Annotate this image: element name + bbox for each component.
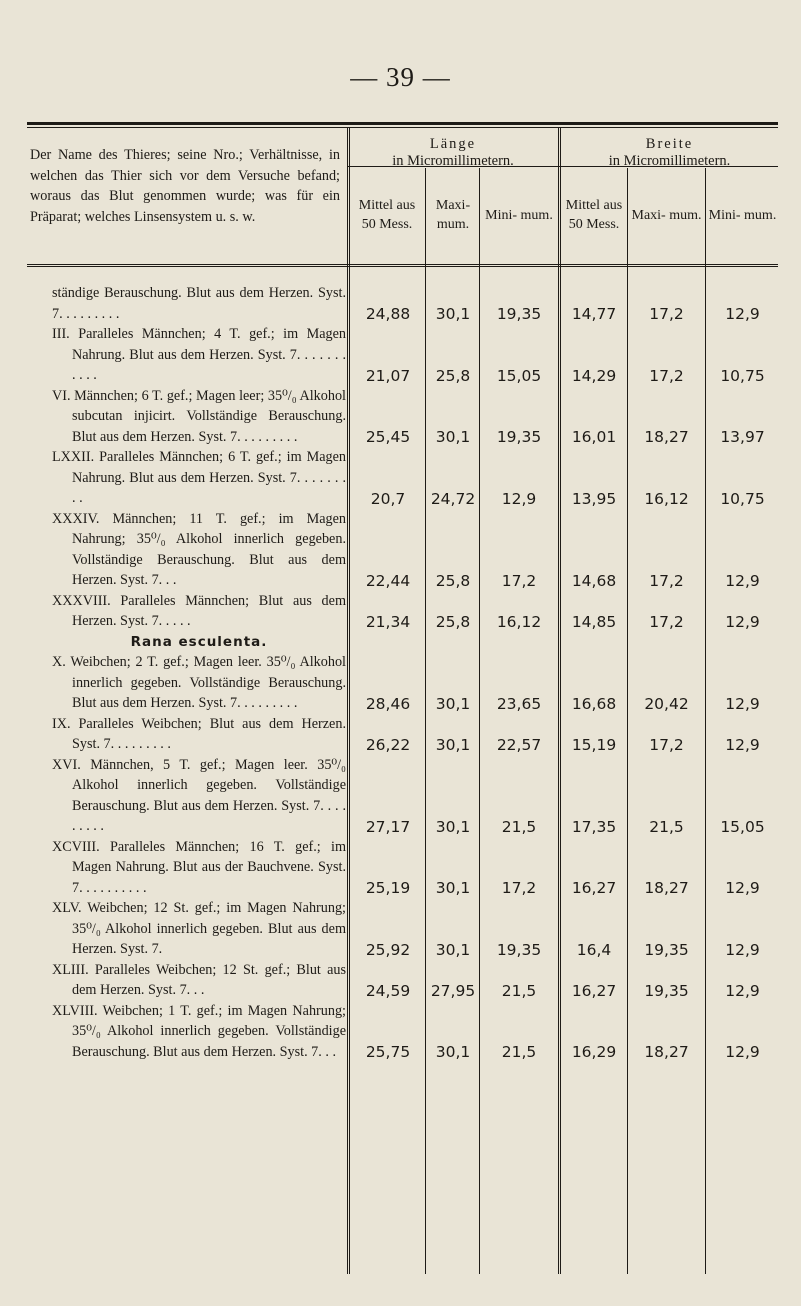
- table-top-rule-thin: [27, 127, 778, 128]
- length-min-header: Mini- mum.: [485, 207, 553, 223]
- width-max-cell: 17,2: [649, 366, 684, 385]
- species-heading: Rana esculenta.: [130, 633, 268, 650]
- width-mean-cell: 17,35: [571, 817, 617, 836]
- length-min-cell: 21,5: [501, 981, 537, 1000]
- row-values: [0, 981, 801, 1001]
- width-min-cell: 12,9: [725, 305, 760, 323]
- length-mean-cell: 25,19: [365, 879, 411, 897]
- row-description: XXXIV. Männchen; 11 T. gef.; im Magen Nahrung; 35⁰/₀ Alkohol innerlich gegeben. Vollständige Berauschung. Blut aus dem Herzen. Syst. 7. . .: [52, 510, 346, 588]
- row-values: [0, 940, 801, 960]
- width-mean-cell: 14,85: [571, 612, 617, 631]
- width-min-cell: 12,9: [725, 571, 760, 590]
- length-min-cell: 23,65: [496, 694, 542, 713]
- row-values: [0, 304, 801, 324]
- width-mean-cell: 13,95: [571, 489, 617, 508]
- length-max-cell: 30,1: [435, 1043, 471, 1061]
- row-values: [0, 735, 801, 755]
- length-min-cell: 19,35: [496, 305, 542, 323]
- table-row: [0, 324, 801, 386]
- length-subtitle: in Micromillimetern.: [392, 153, 514, 169]
- length-mean-cell: 28,46: [365, 694, 411, 713]
- length-mean-cell: 20,7: [370, 489, 406, 508]
- width-mean-cell: 16,29: [571, 1043, 617, 1061]
- width-subtitle: in Micromillimetern.: [608, 153, 731, 169]
- width-min-cell: 12,9: [725, 694, 760, 713]
- width-min-cell: 12,9: [725, 879, 760, 897]
- width-max-cell: 17,2: [649, 305, 684, 323]
- length-mean-header: Mittel aus 50 Mess.: [358, 198, 416, 232]
- length-mean-cell: 22,44: [365, 571, 411, 590]
- width-min-cell: 12,9: [725, 981, 760, 1000]
- row-values: [0, 612, 801, 632]
- row-description: X. Weibchen; 2 T. gef.; Magen leer. 35⁰/₀ Alkohol innerlich gegeben. Vollständige Berauschung. Blut aus dem Herzen. Syst. 7. . . . . . . . .: [52, 654, 346, 711]
- length-min-cell: 17,2: [501, 879, 537, 897]
- page-number: — 39 —: [350, 62, 451, 92]
- row-values: [0, 1042, 801, 1062]
- length-min-cell: 19,35: [496, 428, 542, 446]
- row-values: [0, 366, 801, 386]
- table-top-rule: [27, 122, 778, 125]
- table-row: [0, 386, 801, 448]
- length-max-cell: 30,1: [435, 879, 471, 897]
- length-mean-cell: 25,92: [365, 940, 411, 959]
- row-values: [0, 427, 801, 447]
- length-title: Länge: [429, 136, 477, 152]
- width-mean-header: Mittel aus 50 Mess.: [565, 198, 623, 232]
- name-column-header: Der Name des Thieres; seine Nro.; Verhältnisse, in welchen das Thier sich vor dem Versuche befand; woraus das Blut genommen wurde; was für ein Präparat; welches Linsensystem u. s. w.: [30, 147, 340, 225]
- table-row: [0, 960, 801, 1001]
- width-mean-cell: 16,4: [576, 940, 612, 959]
- length-max-cell: 25,8: [435, 366, 471, 385]
- length-min-cell: 17,2: [501, 571, 537, 590]
- length-mean-cell: 21,07: [365, 366, 411, 385]
- table-row: [0, 509, 801, 591]
- row-description: XLIII. Paralleles Weibchen; 12 St. gef.; Blut aus dem Herzen. Syst. 7. . .: [52, 961, 346, 998]
- width-max-cell: 18,27: [644, 879, 689, 897]
- length-mean-cell: 26,22: [365, 735, 411, 754]
- width-max-cell: 18,27: [644, 428, 689, 446]
- width-group-header: [561, 136, 778, 170]
- width-max-cell: 16,12: [644, 489, 689, 508]
- width-max-cell: 21,5: [649, 817, 684, 836]
- header-bottom-rule: [27, 264, 778, 267]
- row-description: ständige Berauschung. Blut aus dem Herzen. Syst. 7. . . . . . . . .: [52, 285, 346, 322]
- width-mean-cell: 16,27: [571, 879, 617, 897]
- width-mean-cell: 14,77: [571, 305, 617, 323]
- width-max-cell: 17,2: [649, 571, 684, 590]
- table-row: [0, 652, 801, 714]
- width-title: Breite: [645, 136, 694, 152]
- width-min-cell: 10,75: [720, 366, 765, 385]
- length-max-cell: 24,72: [430, 489, 476, 508]
- table-row: [0, 755, 801, 837]
- table-row: [0, 283, 801, 324]
- row-description: XVI. Männchen, 5 T. gef.; Magen leer. 35⁰/₀ Alkohol innerlich gegeben. Vollständige Berauschung. Blut aus dem Herzen. Syst. 7. . . . . . . . .: [52, 756, 346, 834]
- width-max-cell: 17,2: [649, 735, 684, 754]
- length-mean-cell: 25,45: [365, 428, 411, 446]
- width-min-cell: 12,9: [725, 612, 760, 631]
- width-min-cell: 13,97: [720, 428, 765, 446]
- width-mean-cell: 16,68: [571, 694, 617, 713]
- width-mean-cell: 14,68: [571, 571, 617, 590]
- length-group-header: [349, 136, 557, 170]
- row-description: III. Paralleles Männchen; 4 T. gef.; im Magen Nahrung. Blut aus dem Herzen. Syst. 7. . . . . . . . . . .: [52, 326, 346, 383]
- row-values: [0, 878, 801, 898]
- width-max-cell: 19,35: [644, 981, 689, 1000]
- table-row: [0, 447, 801, 509]
- length-max-cell: 25,8: [435, 571, 471, 590]
- table-row: [0, 898, 801, 960]
- width-min-header: Mini- mum.: [708, 207, 777, 223]
- table-body: [0, 283, 801, 1062]
- length-mean-cell: 25,75: [365, 1043, 411, 1061]
- length-min-cell: 19,35: [496, 940, 542, 959]
- row-values: [0, 571, 801, 591]
- row-values: [0, 817, 801, 837]
- row-description: IX. Paralleles Weibchen; Blut aus dem Herzen. Syst. 7. . . . . . . . .: [52, 715, 346, 752]
- row-description: XLVIII. Weibchen; 1 T. gef.; im Magen Nahrung; 35⁰/₀ Alkohol innerlich gegeben. Vollständige Berauschung. Blut aus dem Herzen. Syst. 7. . .: [52, 1002, 346, 1060]
- width-max-cell: 19,35: [644, 940, 689, 959]
- table-row: [0, 591, 801, 632]
- table-row: [0, 714, 801, 755]
- length-max-cell: 30,1: [435, 305, 471, 323]
- length-max-cell: 30,1: [435, 735, 471, 754]
- length-max-cell: 30,1: [435, 817, 471, 836]
- length-mean-cell: 24,59: [365, 981, 411, 1000]
- length-max-cell: 30,1: [435, 428, 471, 446]
- length-min-cell: 16,12: [496, 612, 542, 631]
- length-max-cell: 25,8: [435, 612, 471, 631]
- row-description: XXXVIII. Paralleles Männchen; Blut aus dem Herzen. Syst. 7. . . . .: [52, 592, 346, 629]
- length-max-cell: 30,1: [435, 940, 471, 959]
- width-min-cell: 12,9: [725, 940, 760, 959]
- width-max-cell: 18,27: [644, 1043, 689, 1061]
- width-min-cell: 10,75: [720, 489, 765, 508]
- width-mean-cell: 16,01: [571, 428, 617, 446]
- row-values: [0, 694, 801, 714]
- row-description: XLV. Weibchen; 12 St. gef.; im Magen Nahrung; 35⁰/₀ Alkohol innerlich gegeben. Blut aus dem Herzen. Syst. 7.: [52, 900, 346, 957]
- row-description: XCVIII. Paralleles Männchen; 16 T. gef.; im Magen Nahrung. Blut aus der Bauchvene. Syst. 7. . . . . . . . . .: [52, 838, 346, 896]
- width-max-header: Maxi- mum.: [631, 207, 702, 223]
- table-row: [0, 1001, 801, 1063]
- length-max-cell: 30,1: [435, 694, 471, 713]
- row-description: VI. Männchen; 6 T. gef.; Magen leer; 35⁰/₀ Alkohol subcutan injicirt. Vollständige Berauschung. Blut aus dem Herzen. Syst. 7. . . . . . . . .: [52, 387, 346, 445]
- length-min-cell: 15,05: [496, 366, 542, 385]
- length-mean-cell: 24,88: [365, 305, 411, 323]
- length-min-cell: 22,57: [496, 735, 542, 754]
- width-mean-cell: 14,29: [571, 366, 617, 385]
- width-max-cell: 20,42: [644, 694, 689, 713]
- length-min-cell: 21,5: [501, 817, 537, 836]
- length-max-cell: 27,95: [430, 981, 476, 1000]
- width-min-cell: 12,9: [725, 1043, 760, 1061]
- width-max-cell: 17,2: [649, 612, 684, 631]
- length-mean-cell: 27,17: [365, 817, 411, 836]
- width-min-cell: 12,9: [725, 735, 760, 754]
- length-min-cell: 12,9: [501, 489, 537, 508]
- row-values: [0, 489, 801, 509]
- table-row: [0, 837, 801, 899]
- width-mean-cell: 16,27: [571, 981, 617, 1000]
- section-title-row: [0, 632, 801, 653]
- width-min-cell: 15,05: [720, 817, 765, 836]
- length-mean-cell: 21,34: [365, 612, 411, 631]
- width-mean-cell: 15,19: [571, 735, 617, 754]
- length-min-cell: 21,5: [501, 1043, 537, 1061]
- row-description: LXXII. Paralleles Männchen; 6 T. gef.; im Magen Nahrung. Blut aus dem Herzen. Syst. 7. . . . . . . . .: [52, 449, 346, 506]
- length-max-header: Maxi- mum.: [435, 198, 471, 232]
